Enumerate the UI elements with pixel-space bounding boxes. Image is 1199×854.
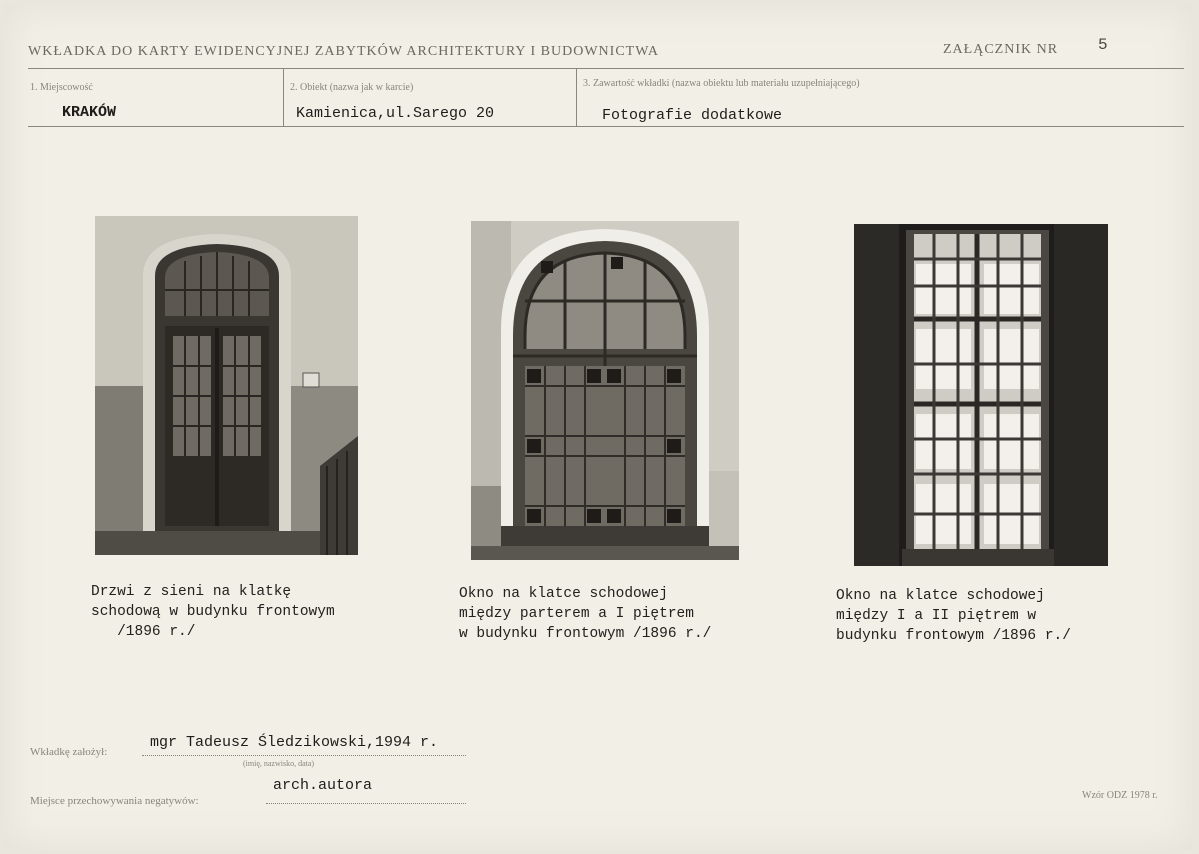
caption-line: Drzwi z sieni na klatkę (91, 584, 292, 600)
field-divider-2 (576, 68, 577, 126)
object-value: Kamienica,ul.Sarego 20 (296, 105, 495, 122)
caption-line: budynku frontowym /1896 r./ (836, 628, 1071, 644)
photo-arched-window-icon (471, 221, 739, 560)
creator-label: Wkładkę założył: (30, 746, 108, 758)
contents-value: Fotografie dodatkowe (602, 107, 783, 124)
photo-door (95, 216, 358, 555)
storage-label: Miejsce przechowywania negatywów: (30, 795, 199, 807)
document-title: WKŁADKA DO KARTY EWIDENCYJNEJ ZABYTKÓW ARCHITEKTURY I BUDOWNICTWA (28, 44, 659, 59)
photo-door-icon (95, 216, 358, 555)
photo-arched-window-caption (459, 584, 711, 644)
header-rule-top (28, 68, 1184, 69)
locality-value: KRAKÓW (62, 104, 117, 121)
caption-line: Okno na klatce schodowej (459, 586, 668, 602)
photo-rectangular-window-icon (854, 224, 1108, 566)
attachment-number: 5 (1098, 36, 1108, 54)
storage-value: arch.autora (273, 777, 373, 794)
photo-rectangular-window (854, 224, 1108, 566)
field-divider-1 (283, 68, 284, 126)
form-code: Wzór ODZ 1978 r. (1082, 790, 1158, 801)
caption-line: Okno na klatce schodowej (836, 588, 1045, 604)
attachment-label: ZAŁĄCZNIK NR (943, 42, 1059, 57)
photo-door-caption (91, 582, 335, 642)
creator-hint: (imię, nazwisko, data) (243, 759, 315, 768)
creator-line (142, 755, 466, 756)
header-rule-bottom (28, 126, 1184, 127)
locality-label: 1. Miejscowość (30, 82, 93, 93)
photo-arched-window (471, 221, 739, 560)
storage-line (266, 803, 466, 804)
creator-value: mgr Tadeusz Śledzikowski,1994 r. (150, 734, 439, 751)
caption-line: w budynku frontowym /1896 r./ (459, 626, 712, 642)
object-label: 2. Obiekt (nazwa jak w karcie) (290, 82, 414, 93)
caption-line: schodową w budynku frontowym (91, 604, 335, 620)
contents-label: 3. Zawartość wkładki (nazwa obiektu lub materiału uzupełniającego) (583, 78, 860, 89)
caption-line: między I a II piętrem w (836, 608, 1037, 624)
photo-rectangular-window-caption (836, 586, 1071, 646)
caption-line: /1896 r./ (91, 624, 196, 640)
caption-line: między parterem a I piętrem (459, 606, 694, 622)
